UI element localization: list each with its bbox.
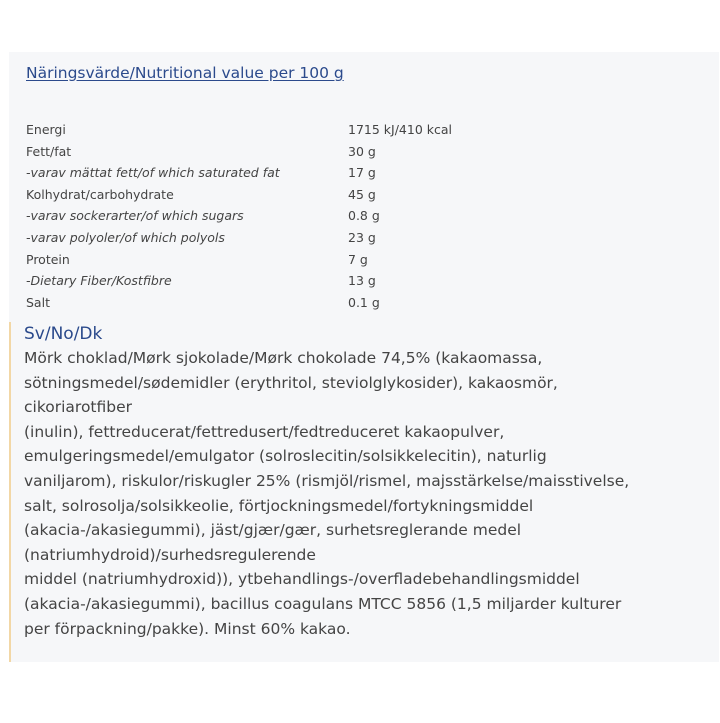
ingredients-line: Mörk choklad/Mørk sjokolade/Mørk chokolade 74,5% (kakaomassa, — [24, 349, 543, 367]
ingredients-line: emulgeringsmedel/emulgator (solroslecitin/solsikkelecitin), naturlig — [24, 447, 547, 466]
ingredients-heading: Sv/No/Dk — [24, 324, 103, 344]
ingredients-line: (akacia-/akasiegummi), jäst/gjær/gær, surhetsreglerande medel — [24, 521, 522, 540]
nutrition-panel — [9, 52, 719, 322]
nutrition-value: 30 g — [348, 143, 376, 159]
nutrition-row-salt — [26, 295, 506, 317]
nutrition-row-polyols — [26, 230, 506, 252]
nutrition-row-dietary-fiber — [26, 273, 506, 295]
ingredients-line: (inulin), fettreducerat/fettredusert/fedtreduceret kakaopulver, — [24, 422, 505, 441]
ingredients-line: cikoriarotfiber — [24, 398, 133, 417]
nutrition-value: 23 g — [348, 229, 376, 245]
nutrition-label: -Dietary Fiber/Kostfibre — [26, 273, 172, 289]
nutrition-row-energy — [26, 122, 506, 144]
ingredients-line: salt, solrosolja/solsikkeolie, förtjockningsmedel/fortykningsmiddel — [24, 496, 534, 515]
nutrition-value: 7 g — [348, 251, 368, 267]
nutrition-label: Salt — [26, 294, 50, 310]
ingredients-panel — [9, 322, 719, 662]
nutrition-label: Protein — [26, 251, 70, 267]
nutrition-label: Kolhydrat/carbohydrate — [26, 186, 174, 202]
nutrition-table — [26, 122, 506, 316]
nutrition-label: -varav mättat fett/of which saturated fat — [26, 165, 280, 181]
nutrition-row-sugars — [26, 208, 506, 230]
ingredients-line: (akacia-/akasiegummi), bacillus coagulans MTCC 5856 (1,5 miljarder kulturer — [24, 594, 622, 613]
nutrition-value: 1715 kJ/410 kcal — [348, 122, 452, 137]
nutrition-row-carbohydrate — [26, 187, 506, 209]
ingredients-text — [24, 349, 714, 644]
ingredients-line: per förpackning/pakke). Minst 60% kakao. — [24, 619, 351, 638]
nutrition-value: 0.1 g — [348, 294, 380, 310]
nutrition-value: 17 g — [348, 165, 376, 181]
nutrition-label: Energi — [26, 122, 66, 137]
nutrition-value: 0.8 g — [348, 208, 380, 224]
nutrition-value: 13 g — [348, 273, 376, 289]
ingredients-line: middel (natriumhydroxid)), ytbehandlings-/overfladebehandlingsmiddel — [24, 570, 580, 589]
ingredients-line: sötningsmedel/sødemidler (erythritol, steviolglykosider), kakaosmör, — [24, 373, 558, 392]
nutrition-label: Fett/fat — [26, 143, 72, 159]
nutrition-label: -varav polyoler/of which polyols — [26, 229, 225, 245]
ingredients-line: vaniljarom), riskulor/riskugler 25% (rismjöl/rismel, majsstärkelse/maisstivelse, — [24, 471, 630, 490]
nutrition-row-saturated-fat — [26, 165, 506, 187]
nutrition-title: Näringsvärde/Nutritional value per 100 g — [26, 64, 344, 82]
nutrition-value: 45 g — [348, 186, 376, 202]
nutrition-row-fat — [26, 144, 506, 166]
nutrition-row-protein — [26, 252, 506, 274]
ingredients-line: (natriumhydroid)/surhedsregulerende — [24, 545, 316, 564]
nutrition-label: -varav sockerarter/of which sugars — [26, 208, 244, 224]
